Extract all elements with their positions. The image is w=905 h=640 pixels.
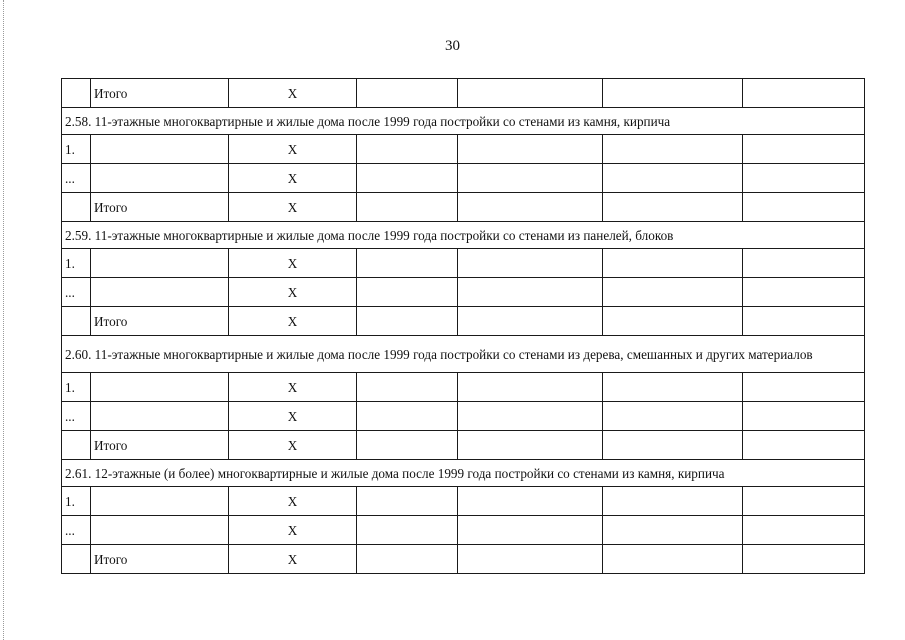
table-row	[62, 516, 865, 545]
mark-cell: X	[229, 373, 357, 402]
empty-cell	[603, 135, 743, 164]
empty-cell	[603, 249, 743, 278]
table-row	[62, 545, 865, 574]
table-row	[62, 79, 865, 108]
empty-cell	[458, 545, 603, 574]
empty-cell	[603, 79, 743, 108]
empty-cell	[743, 135, 865, 164]
empty-cell	[603, 193, 743, 222]
section-header-row	[62, 222, 865, 249]
empty-cell	[458, 373, 603, 402]
table-row	[62, 402, 865, 431]
table-body	[62, 79, 865, 574]
row-number-cell	[62, 307, 91, 336]
empty-cell	[603, 164, 743, 193]
section-title: 2.58. 11-этажные многоквартирные и жилые дома после 1999 года постройки со стенами из камня, кирпича	[62, 108, 865, 135]
section-header-row	[62, 460, 865, 487]
mark-cell: X	[229, 249, 357, 278]
section-header-row	[62, 108, 865, 135]
empty-cell	[357, 307, 458, 336]
mark-cell: X	[229, 431, 357, 460]
empty-cell	[357, 402, 458, 431]
row-number-cell: ...	[62, 516, 91, 545]
empty-cell	[743, 545, 865, 574]
mark-cell: X	[229, 164, 357, 193]
row-number-cell: 1.	[62, 487, 91, 516]
mark-cell: X	[229, 79, 357, 108]
table-row	[62, 164, 865, 193]
name-cell	[91, 402, 229, 431]
mark-cell: X	[229, 307, 357, 336]
empty-cell	[357, 516, 458, 545]
page-number: 30	[445, 38, 460, 54]
name-cell	[91, 164, 229, 193]
row-number-cell	[62, 545, 91, 574]
section-title: 2.61. 12-этажные (и более) многоквартирные и жилые дома после 1999 года постройки со стенами из камня, кирпича	[62, 460, 865, 487]
mark-cell: X	[229, 402, 357, 431]
empty-cell	[357, 431, 458, 460]
empty-cell	[743, 307, 865, 336]
empty-cell	[357, 545, 458, 574]
empty-cell	[357, 164, 458, 193]
empty-cell	[357, 487, 458, 516]
mark-cell: X	[229, 487, 357, 516]
empty-cell	[743, 402, 865, 431]
section-title: 2.60. 11-этажные многоквартирные и жилые дома после 1999 года постройки со стенами из дерева, смешанных и других материалов	[62, 336, 865, 373]
empty-cell	[743, 431, 865, 460]
row-number-cell: 1.	[62, 249, 91, 278]
empty-cell	[458, 431, 603, 460]
total-label-cell: Итого	[91, 431, 229, 460]
mark-cell: X	[229, 135, 357, 164]
empty-cell	[743, 79, 865, 108]
table-row	[62, 278, 865, 307]
empty-cell	[603, 402, 743, 431]
empty-cell	[743, 164, 865, 193]
table-row	[62, 307, 865, 336]
empty-cell	[458, 307, 603, 336]
row-number-cell	[62, 193, 91, 222]
empty-cell	[743, 193, 865, 222]
empty-cell	[743, 487, 865, 516]
row-number-cell: 1.	[62, 373, 91, 402]
page-margin-line	[3, 0, 4, 640]
empty-cell	[603, 487, 743, 516]
name-cell	[91, 373, 229, 402]
total-label-cell: Итого	[91, 307, 229, 336]
total-label-cell: Итого	[91, 545, 229, 574]
empty-cell	[743, 278, 865, 307]
empty-cell	[603, 545, 743, 574]
table-row	[62, 373, 865, 402]
table-row	[62, 487, 865, 516]
total-label-cell: Итого	[91, 79, 229, 108]
empty-cell	[458, 402, 603, 431]
row-number-cell: ...	[62, 402, 91, 431]
empty-cell	[603, 278, 743, 307]
empty-cell	[458, 278, 603, 307]
row-number-cell: 1.	[62, 135, 91, 164]
name-cell	[91, 249, 229, 278]
empty-cell	[603, 516, 743, 545]
table-row	[62, 431, 865, 460]
empty-cell	[357, 193, 458, 222]
row-number-cell	[62, 79, 91, 108]
section-title: 2.59. 11-этажные многоквартирные и жилые дома после 1999 года постройки со стенами из панелей, блоков	[62, 222, 865, 249]
table-row	[62, 249, 865, 278]
mark-cell: X	[229, 278, 357, 307]
mark-cell: X	[229, 516, 357, 545]
empty-cell	[743, 249, 865, 278]
empty-cell	[458, 135, 603, 164]
empty-cell	[743, 373, 865, 402]
total-label-cell: Итого	[91, 193, 229, 222]
empty-cell	[603, 307, 743, 336]
row-number-cell	[62, 431, 91, 460]
section-header-row	[62, 336, 865, 373]
empty-cell	[458, 164, 603, 193]
name-cell	[91, 135, 229, 164]
name-cell	[91, 278, 229, 307]
row-number-cell: ...	[62, 164, 91, 193]
empty-cell	[458, 193, 603, 222]
empty-cell	[603, 373, 743, 402]
table-row	[62, 193, 865, 222]
empty-cell	[357, 135, 458, 164]
empty-cell	[458, 516, 603, 545]
name-cell	[91, 487, 229, 516]
row-number-cell: ...	[62, 278, 91, 307]
empty-cell	[458, 79, 603, 108]
empty-cell	[603, 431, 743, 460]
data-table	[61, 78, 865, 574]
name-cell	[91, 516, 229, 545]
empty-cell	[458, 249, 603, 278]
mark-cell: X	[229, 545, 357, 574]
empty-cell	[357, 278, 458, 307]
empty-cell	[743, 516, 865, 545]
empty-cell	[458, 487, 603, 516]
empty-cell	[357, 373, 458, 402]
table-row	[62, 135, 865, 164]
empty-cell	[357, 249, 458, 278]
empty-cell	[357, 79, 458, 108]
mark-cell: X	[229, 193, 357, 222]
